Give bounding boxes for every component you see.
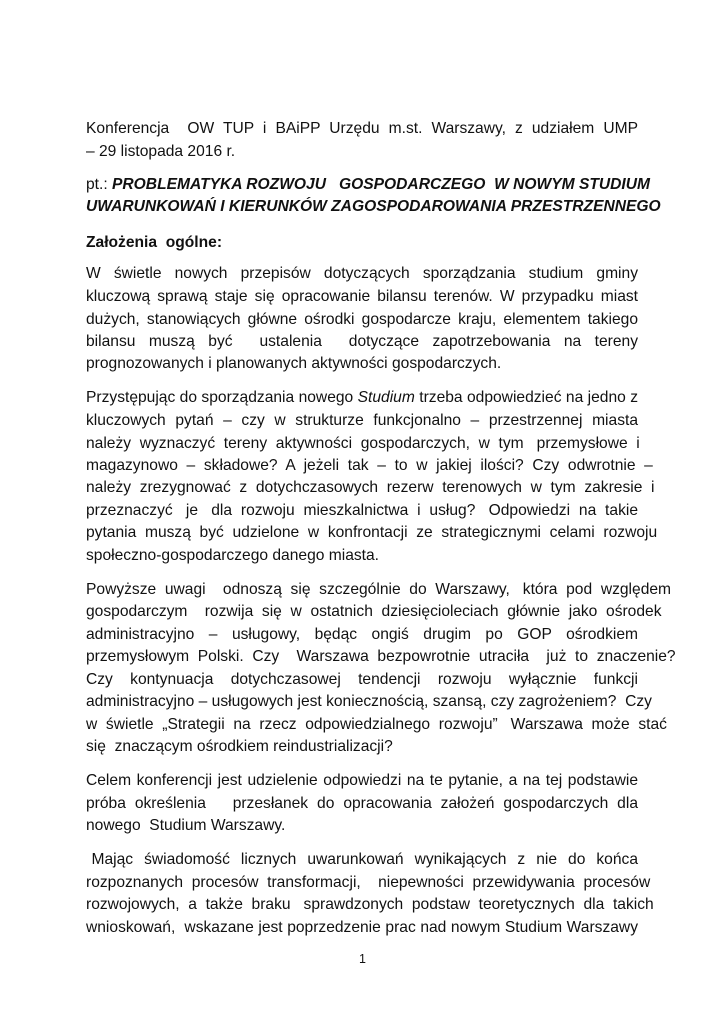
p2-line-3: należy wyznaczyć tereny aktywności gospodarczych, w tym przemysłowe i xyxy=(86,435,640,452)
subject-title-part-2: UWARUNKOWAŃ I KIERUNKÓW ZAGOSPODAROWANIA PRZESTRZENNEGO xyxy=(86,198,661,215)
p2-line-4: magazynowo – składowe? A jeżeli tak – to w jakiej ilości? Czy odwrotnie – xyxy=(86,457,653,474)
header-line-1: Konferencja OW TUP i BAiPP Urzędu m.st. Warszawy, z udziałem UMP xyxy=(86,120,638,137)
p2-line-5: należy zrezygnować z dotychczasowych rezerw terenowych w tym zakresie i xyxy=(86,479,655,496)
subject-title-part-1: PROBLEMATYKA ROZWOJU GOSPODARCZEGO W NOWYM STUDIUM xyxy=(112,176,650,193)
p3-line-1: Powyższe uwagi odnoszą się szczególnie do Warszawy, która pod względem xyxy=(86,581,672,598)
p5-line-2: rozpoznanych procesów transformacji, niepewności przewidywania procesów xyxy=(86,874,651,891)
p3-line-3: administracyjno – usługowy, będąc ongiś drugim po GOP ośrodkiem xyxy=(86,626,638,643)
section-heading: Założenia ogólne: xyxy=(86,234,223,251)
p1-line-5: prognozowanych i planowanych aktywności gospodarczych. xyxy=(86,355,502,372)
p3-line-7: w świetle „Strategii na rzecz odpowiedzialnego rozwoju” Warszawa może stać xyxy=(86,716,667,733)
p1-line-4: bilansu muszą być ustalenia dotyczące zapotrzebowania na tereny xyxy=(86,333,638,350)
p4-line-2: próba określenia przesłanek do opracowania założeń gospodarczych dla xyxy=(86,795,638,812)
subject-line-1 xyxy=(86,174,650,197)
p3-line-4: przemysłowym Polski. Czy Warszawa bezpowrotnie utraciła już to znaczenie? xyxy=(86,648,676,665)
p2-line-2: kluczowych pytań – czy w strukturze funkcjonalno – przestrzennej miasta xyxy=(86,412,638,429)
p1-line-2: kluczową sprawą staje się opracowanie bilansu terenów. W przypadku miast xyxy=(86,288,638,305)
subject-prefix: pt.: xyxy=(86,176,113,193)
p2-line-7: pytania muszą być udzielone w konfrontacji ze strategicznymi celami rozwoju xyxy=(86,524,658,541)
p3-line-6: administracyjno – usługowych jest koniecznością, szansą, czy zagrożeniem? Czy xyxy=(86,693,652,710)
p2-line-6: przeznaczyć je dla rozwoju mieszkalnictwa i usług? Odpowiedzi na takie xyxy=(86,502,638,519)
p5-line-3: rozwojowych, a także braku sprawdzonych podstaw teoretycznych dla takich xyxy=(86,896,654,913)
p2-italic-studium: Studium xyxy=(357,389,415,406)
p3-line-5: Czy kontynuacja dotychczasowej tendencji rozwoju wyłącznie funkcji xyxy=(86,671,638,688)
header-line-2: – 29 listopada 2016 r. xyxy=(86,143,236,160)
p2-line-1 xyxy=(86,387,638,410)
p3-line-8: się znaczącym ośrodkiem reindustrializacji? xyxy=(86,738,393,755)
p5-line-1: Mając świadomość licznych uwarunkowań wynikających z nie do końca xyxy=(86,851,638,868)
p1-line-1: W świetle nowych przepisów dotyczących sporządzania studium gminy xyxy=(86,265,638,282)
p5-line-4: wnioskowań, wskazane jest poprzedzenie prac nad nowym Studium Warszawy xyxy=(86,919,638,936)
p2-text-after: trzeba odpowiedzieć na jedno z xyxy=(414,389,638,406)
p1-line-3: dużych, stanowiących główne ośrodki gospodarcze kraju, elementem takiego xyxy=(86,311,638,328)
p2-line-8: społeczno-gospodarczego danego miasta. xyxy=(86,547,380,564)
p2-text-before: Przystępując do sporządzania nowego xyxy=(86,389,358,406)
p3-line-2: gospodarczym rozwija się w ostatnich dziesięcioleciach głównie jako ośrodek xyxy=(86,603,662,620)
page-number: 1 xyxy=(359,952,366,966)
p4-line-1: Celem konferencji jest udzielenie odpowiedzi na te pytanie, a na tej podstawie xyxy=(86,772,638,789)
p4-line-3: nowego Studium Warszawy. xyxy=(86,817,286,834)
